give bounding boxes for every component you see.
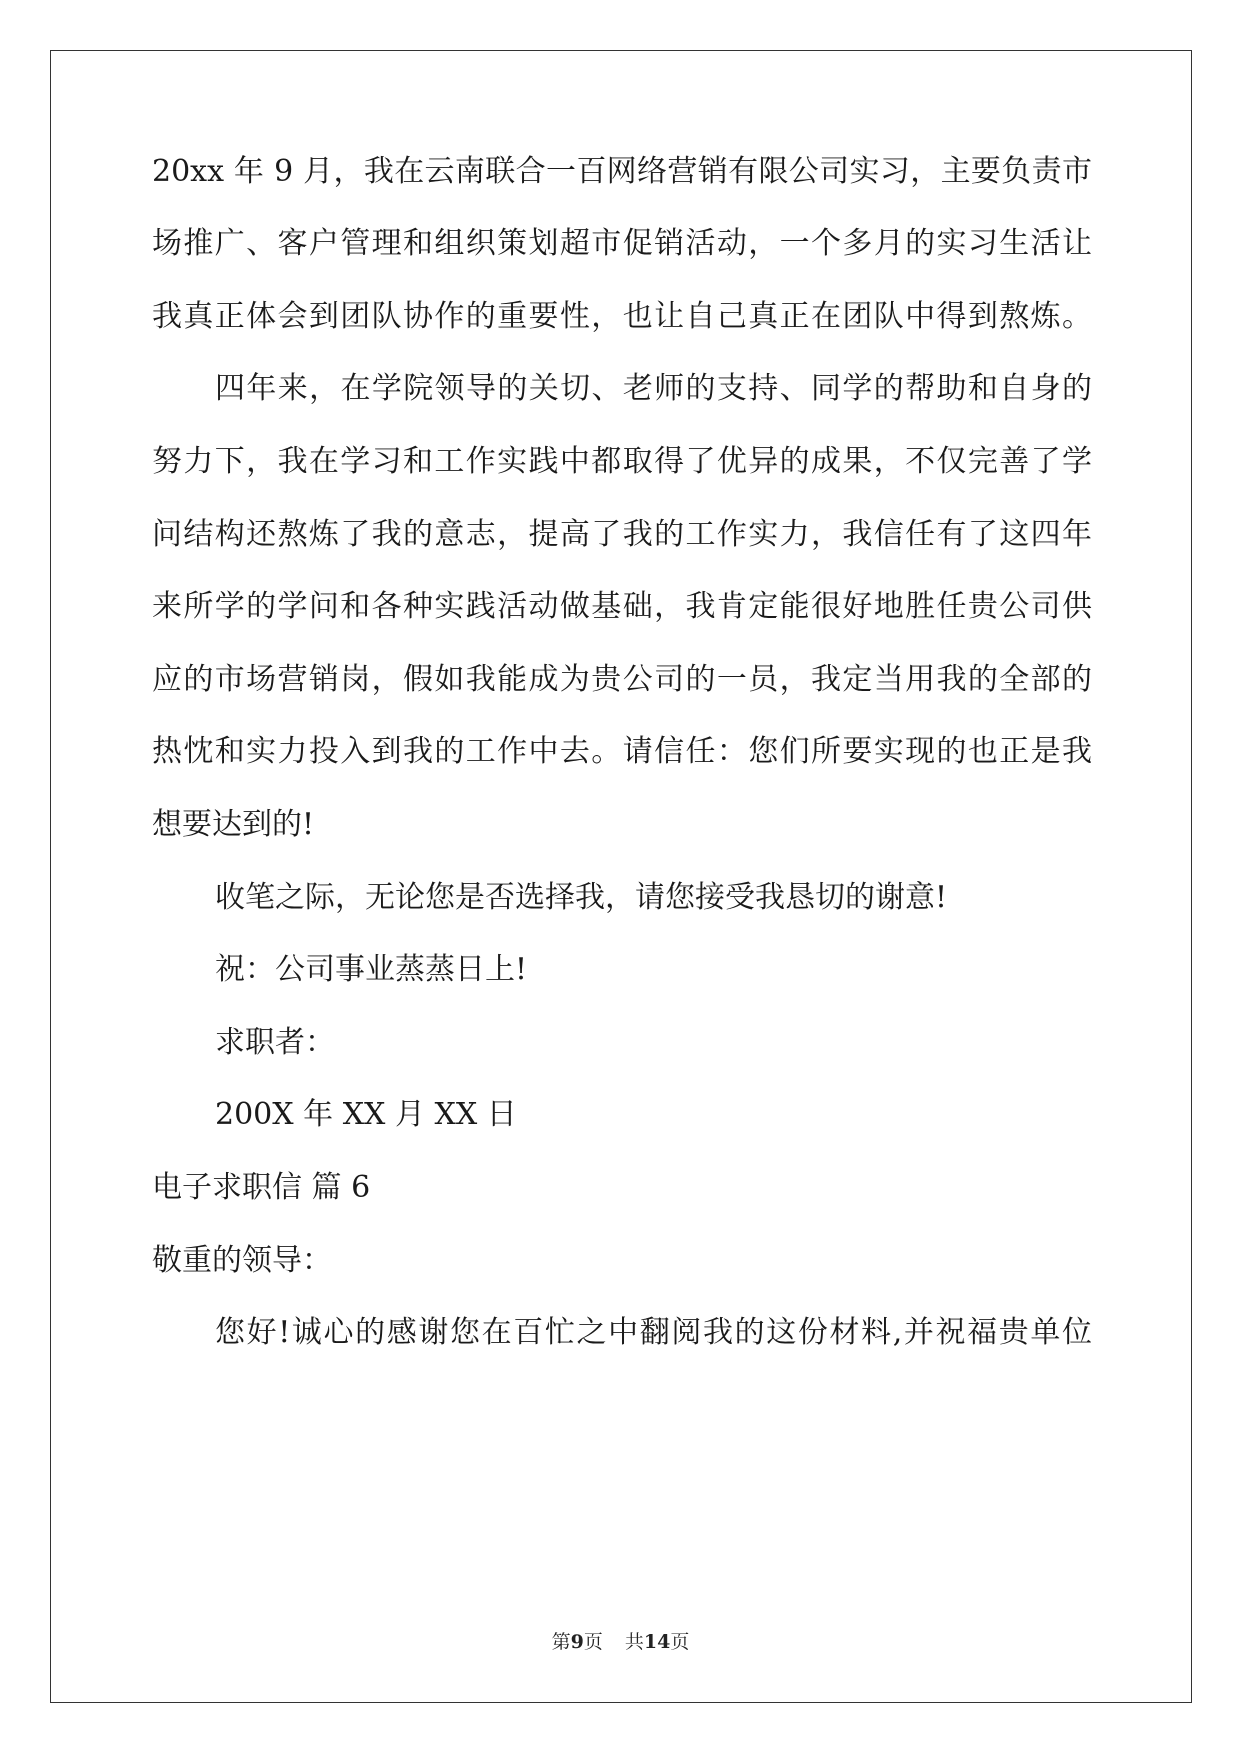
date-line: 200X 年 XX 月 XX 日 <box>215 1097 517 1132</box>
section-heading: 电子求职信 篇 6 <box>152 1170 371 1205</box>
text-line: 20xx 年 9 月，我在云南联合一百网络营销有限公司实习，主要负责市 <box>152 154 1092 189</box>
text-line: 场推广、客户管理和组织策划超市促销活动，一个多月的实习生活让 <box>152 226 1092 261</box>
total-prefix: 共 <box>624 1631 644 1653</box>
text-line: 来所学的学问和各种实践活动做基础，我肯定能很好地胜任贵公司供 <box>152 589 1092 624</box>
total-suffix: 页 <box>670 1631 690 1653</box>
page-prefix: 第 <box>551 1631 571 1653</box>
text-line: 祝：公司事业蒸蒸日上! <box>215 952 528 987</box>
text-line: 热忱和实力投入到我的工作中去。请信任：您们所要实现的也正是我 <box>152 734 1092 769</box>
page-number: 9 <box>570 1631 584 1653</box>
text-line: 努力下，我在学习和工作实践中都取得了优异的成果，不仅完善了学 <box>152 444 1092 479</box>
text-line: 问结构还熬炼了我的意志，提高了我的工作实力，我信任有了这四年 <box>152 517 1092 552</box>
text-line: 您好!诚心的感谢您在百忙之中翻阅我的这份材料,并祝福贵单位 <box>215 1315 1092 1350</box>
text-line: 求职者： <box>215 1025 335 1060</box>
total-pages: 14 <box>643 1631 671 1653</box>
text-line: 四年来，在学院领导的关切、老师的支持、同学的帮助和自身的 <box>215 371 1092 406</box>
page-suffix: 页 <box>583 1631 603 1653</box>
page-footer <box>0 1630 1241 1654</box>
salutation: 敬重的领导： <box>152 1243 332 1278</box>
page-border <box>50 50 1192 1703</box>
text-line: 应的市场营销岗，假如我能成为贵公司的一员，我定当用我的全部的 <box>152 662 1092 697</box>
text-line: 收笔之际，无论您是否选择我，请您接受我恳切的谢意! <box>215 880 948 915</box>
text-line: 想要达到的! <box>152 807 315 842</box>
text-line: 我真正体会到团队协作的重要性，也让自己真正在团队中得到熬炼。 <box>152 299 1092 334</box>
